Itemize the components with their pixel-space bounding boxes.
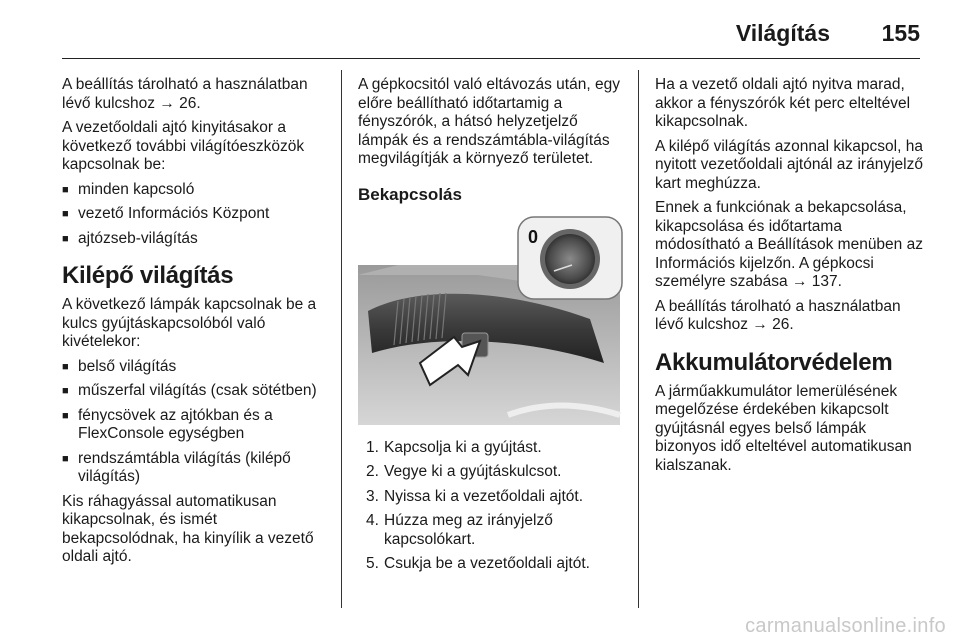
page-number: 155 [881,20,920,46]
paragraph: A következő lámpák kapcsolnak be a kulcs gyújtáskapcsolóból való kivételekor: [62,296,317,350]
list-item: ■ belső világítás [62,358,334,377]
section-heading: Akkumulátorvédelem [655,348,893,376]
bullet-list [62,358,334,487]
bullet-list [62,181,334,249]
ignition-position-label: 0 [528,226,539,247]
turn-signal-lever-illustration [358,215,626,427]
list-item: 1. Kapcsolja ki a gyújtást. [366,438,542,456]
column-1 [62,76,334,573]
watermark: carmanualsonline.info [745,615,946,637]
column-3 [655,76,925,481]
paragraph: Kis ráhagyással automatikusan kikapcsolnak, és ismét bekapcsolódnak, ha kinyílik a vezető oldali ajtó. [62,492,314,565]
list-item: 2. Vegye ki a gyújtáskulcsot. [366,463,562,480]
list-item: 4. Húzza meg az irányjelző kapcsolókart. [366,512,553,548]
paragraph: A kilépő világítás azonnal kikapcsol, ha nyitott vezetőoldali ajtónál az irányjelző kart meghúzza. [655,137,923,192]
subheading: Bekapcsolás [358,184,462,204]
paragraph: A beállítás tárolható a használatban lévő kulcshoz → 26. [62,76,308,112]
column-2 [358,76,626,580]
step-list [358,439,626,574]
list-item: ■ minden kapcsoló [62,181,334,200]
list-item: ■ fénycsövek az ajtókban és a FlexConsole egységben [62,407,334,444]
list-item: 3. Nyissa ki a vezetőoldali ajtót. [366,487,584,505]
page-header [62,18,920,59]
paragraph: A járműakkumulátor lemerülésének megelőzése érdekében kikapcsolt gyújtásnál egyes belső lámpák bizonyos idő elteltével automatikusan kialszanak. [655,382,912,474]
list-item: ■ rendszámtábla világítás (kilépő világítás) [62,450,334,487]
paragraph: Ha a vezető oldali ajtó nyitva marad, akkor a fényszórók két perc elteltével kikapcsolnak. [655,76,911,130]
column-divider [638,70,639,608]
section-heading: Kilépő világítás [62,262,234,289]
list-item: 5. Csukja be a vezetőoldali ajtót. [366,555,590,572]
list-item: ■ vezető Információs Központ [62,205,334,224]
column-divider [341,70,342,608]
paragraph: A beállítás tárolható a használatban lévő kulcshoz → 26. [655,297,901,333]
paragraph: A vezetőoldali ajtó kinyitásakor a következő további világítóeszközök kapcsolnak be: [62,119,305,173]
paragraph: A gépkocsitól való eltávozás után, egy előre beállítható időtartamig a fényszórók, a hátsó helyzetjelző lámpák és a rendszámtábla-világítás megvilágítják a környező területet. [358,76,620,167]
list-item: ■ ajtózseb-világítás [62,230,334,249]
paragraph: Ennek a funkciónak a bekapcsolása, kikapcsolása és időtartama módosítható a Beállítások menüben az Információs kijelzőn. A gépkocsi személyre szabása → 137. [655,199,923,290]
section-title: Világítás [735,20,830,46]
list-item: ■ műszerfal világítás (csak sötétben) [62,382,334,401]
